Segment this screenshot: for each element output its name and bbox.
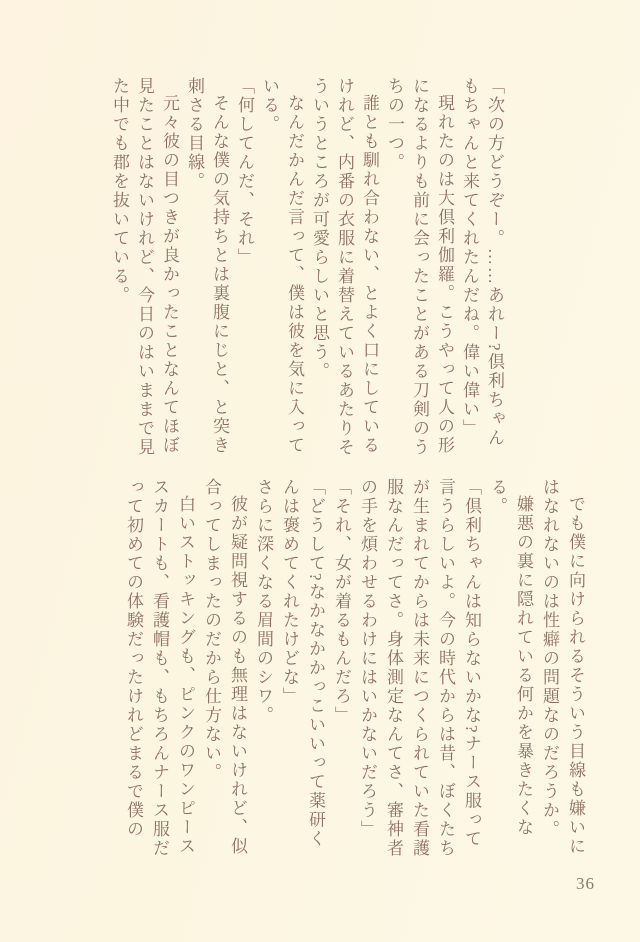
paragraph: 「次の方どうぞー。……あれー?倶利ちゃんもちゃんと来てくれたんだね。偉い偉い」 (460, 77, 504, 448)
paragraph: 誰とも馴れ合わない、とよく口にしているけれど、内番の衣服に着替えているあたりそういうところが可愛らしいと思う。 (310, 77, 379, 457)
paragraph: でも僕に向けられるそういう目線も嫌いにはなれないのは性癖の問題なのだろうか。 (540, 478, 585, 856)
paragraph: 彼が疑問視するのも無理はないけれど、似合ってしまったのだから仕方ない。 (202, 478, 247, 856)
paragraph: 元々彼の目つきが良かったことなんてほぼ見たことはないけれど、今日のはいままで見た中でも郡を抜いている。 (110, 77, 179, 457)
page-number: 36 (576, 874, 595, 893)
lower-text-block (120, 478, 588, 866)
paragraph: 「倶利ちゃんは知らないかな?ナース服って言うらしいよ。今の時代からは昔、ぼくたちが生まれてからは未来につくられていた看護服なんだってさ。身体測定なんてさ、審神者の手を煩わせるわけにはいかないだろう」 (358, 478, 481, 858)
paragraph: 嫌悪の裏に隠れている何かを暴きたくなる。 (488, 478, 533, 837)
upper-text-block (107, 77, 507, 463)
paragraph: 「どうして?なかなかかっこいいって薬研くんは褒めてくれたけどな」 (280, 478, 325, 849)
paragraph: さらに深くなる眉間のシワ。 (254, 478, 273, 725)
paragraph: なんだかんだ言って、僕は彼を気に入っている。 (260, 77, 304, 455)
paragraph: 現れたのは大倶利伽羅。こうやって人の形になるよりも前に会ったことがある刀剣のうちの一つ。 (385, 77, 454, 457)
paragraph: 白いストッキングも、ピンクのワンピーススカートも、看護帽も、もちろんナース服だって初めての体験だったけれどまるで僕の (124, 478, 195, 858)
paragraph: そんな僕の気持ちとは裏腹にじと、と突き刺さる目線。 (185, 77, 229, 455)
paragraph: 「それ、女が着るもんだろ」 (332, 478, 351, 725)
paragraph: 「何してんだ、それ」 (235, 77, 254, 267)
